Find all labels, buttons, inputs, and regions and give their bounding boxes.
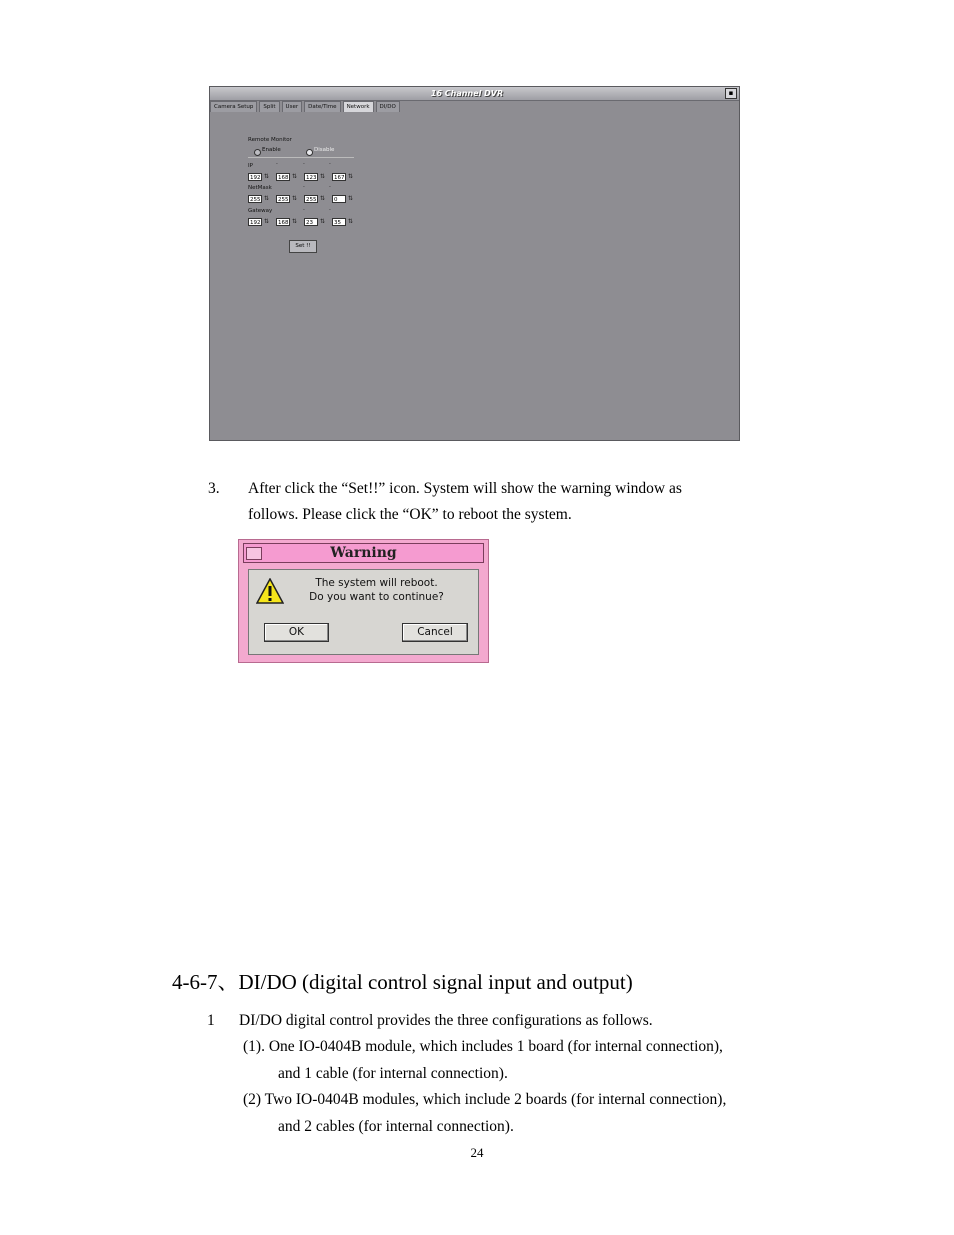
sub-item-1-line2: and 1 cable (for internal connection). bbox=[278, 1065, 508, 1082]
sub-item-2-line2: and 2 cables (for internal connection). bbox=[278, 1118, 514, 1135]
tab-date-time[interactable]: Date/Time bbox=[304, 101, 340, 112]
dot: . bbox=[329, 205, 331, 212]
list-item-text: DI/DO digital control provides the three configurations as follows. bbox=[239, 1012, 653, 1029]
warning-dialog bbox=[238, 539, 489, 663]
tab-split[interactable]: Split bbox=[259, 101, 279, 112]
spin-arrow-icon[interactable]: ⇅ bbox=[292, 173, 298, 180]
page-number: 24 bbox=[470, 1145, 484, 1160]
warning-message-line2: Do you want to continue? bbox=[309, 591, 444, 603]
spin-arrow-icon[interactable]: ⇅ bbox=[264, 173, 270, 180]
sub-item-1-line1: (1). One IO-0404B module, which includes 1 board (for internal connection), bbox=[243, 1038, 723, 1055]
dot: . bbox=[329, 159, 331, 166]
dot: . bbox=[276, 159, 278, 166]
divider bbox=[248, 157, 354, 158]
gateway-octet-4[interactable]: 35 bbox=[332, 218, 346, 226]
disable-radio[interactable] bbox=[306, 149, 313, 156]
ip-label: IP bbox=[248, 163, 253, 169]
netmask-octet-1[interactable]: 255 bbox=[250, 197, 261, 203]
section-heading: 4-6-7、DI/DO (digital control signal input and output) bbox=[172, 970, 633, 994]
tab-di-do[interactable]: DI/DO bbox=[376, 101, 400, 112]
dvr-title: 16 Channel DVR bbox=[430, 89, 504, 98]
tab-network[interactable]: Network bbox=[343, 101, 374, 112]
ip-octet-4[interactable]: 167 bbox=[334, 175, 345, 181]
dot: . bbox=[303, 205, 305, 212]
gateway-label: Gateway bbox=[248, 208, 273, 214]
tab-user[interactable]: User bbox=[282, 101, 303, 112]
tab-camera-setup[interactable]: Camera Setup bbox=[210, 101, 257, 112]
spin-arrow-icon[interactable]: ⇅ bbox=[348, 173, 354, 180]
ip-octet-3[interactable]: 123 bbox=[306, 175, 317, 181]
spin-arrow-icon[interactable]: ⇅ bbox=[292, 218, 298, 225]
spin-arrow-icon[interactable]: ⇅ bbox=[348, 195, 354, 202]
dot: . bbox=[329, 182, 331, 189]
remote-monitor-label: Remote Monitor bbox=[248, 137, 292, 143]
spin-arrow-icon[interactable]: ⇅ bbox=[320, 218, 326, 225]
enable-radio[interactable] bbox=[254, 149, 261, 156]
spin-arrow-icon[interactable]: ⇅ bbox=[320, 195, 326, 202]
netmask-octet-2[interactable]: 255 bbox=[278, 197, 289, 203]
warning-message-line1: The system will reboot. bbox=[315, 577, 438, 589]
dvr-network-screenshot bbox=[209, 86, 740, 441]
ip-octet-1[interactable]: 192 bbox=[250, 175, 261, 181]
warning-body bbox=[248, 569, 479, 655]
netmask-octet-3[interactable]: 255 bbox=[306, 197, 317, 203]
gateway-octet-1[interactable]: 192 bbox=[250, 220, 261, 226]
spin-arrow-icon[interactable]: ⇅ bbox=[264, 195, 270, 202]
spin-arrow-icon[interactable]: ⇅ bbox=[264, 218, 270, 225]
ok-button[interactable]: OK bbox=[264, 623, 329, 642]
warning-title-bar bbox=[243, 543, 484, 563]
step-number: 3. bbox=[208, 480, 220, 497]
disable-label: Disable bbox=[314, 147, 335, 153]
spin-arrow-icon[interactable]: ⇅ bbox=[292, 195, 298, 202]
gateway-octet-2[interactable]: 168 bbox=[278, 220, 289, 226]
gateway-octet-3[interactable]: 23 bbox=[304, 218, 318, 226]
set-button[interactable]: Set !! bbox=[289, 240, 317, 253]
spin-arrow-icon[interactable]: ⇅ bbox=[348, 218, 354, 225]
ip-octet-2[interactable]: 168 bbox=[278, 175, 289, 181]
warning-title: Warning bbox=[330, 545, 397, 561]
close-icon[interactable]: ▪ bbox=[725, 88, 737, 99]
step-text-line1: After click the “Set!!” icon. System will show the warning window as bbox=[248, 480, 682, 497]
netmask-octet-4[interactable]: 0 bbox=[332, 195, 346, 203]
enable-label: Enable bbox=[262, 147, 281, 153]
sub-item-2-line1: (2) Two IO-0404B modules, which include 2 boards (for internal connection), bbox=[243, 1091, 727, 1108]
cancel-button[interactable]: Cancel bbox=[402, 623, 468, 642]
step-text-line2: follows. Please click the “OK” to reboot the system. bbox=[248, 506, 572, 523]
dvr-tab-bar bbox=[210, 101, 402, 112]
dot: . bbox=[303, 159, 305, 166]
list-item-number: 1 bbox=[207, 1012, 215, 1029]
netmask-label: NetMask bbox=[248, 185, 272, 191]
dot: . bbox=[303, 182, 305, 189]
dvr-title-bar bbox=[210, 87, 739, 101]
spin-arrow-icon[interactable]: ⇅ bbox=[320, 173, 326, 180]
